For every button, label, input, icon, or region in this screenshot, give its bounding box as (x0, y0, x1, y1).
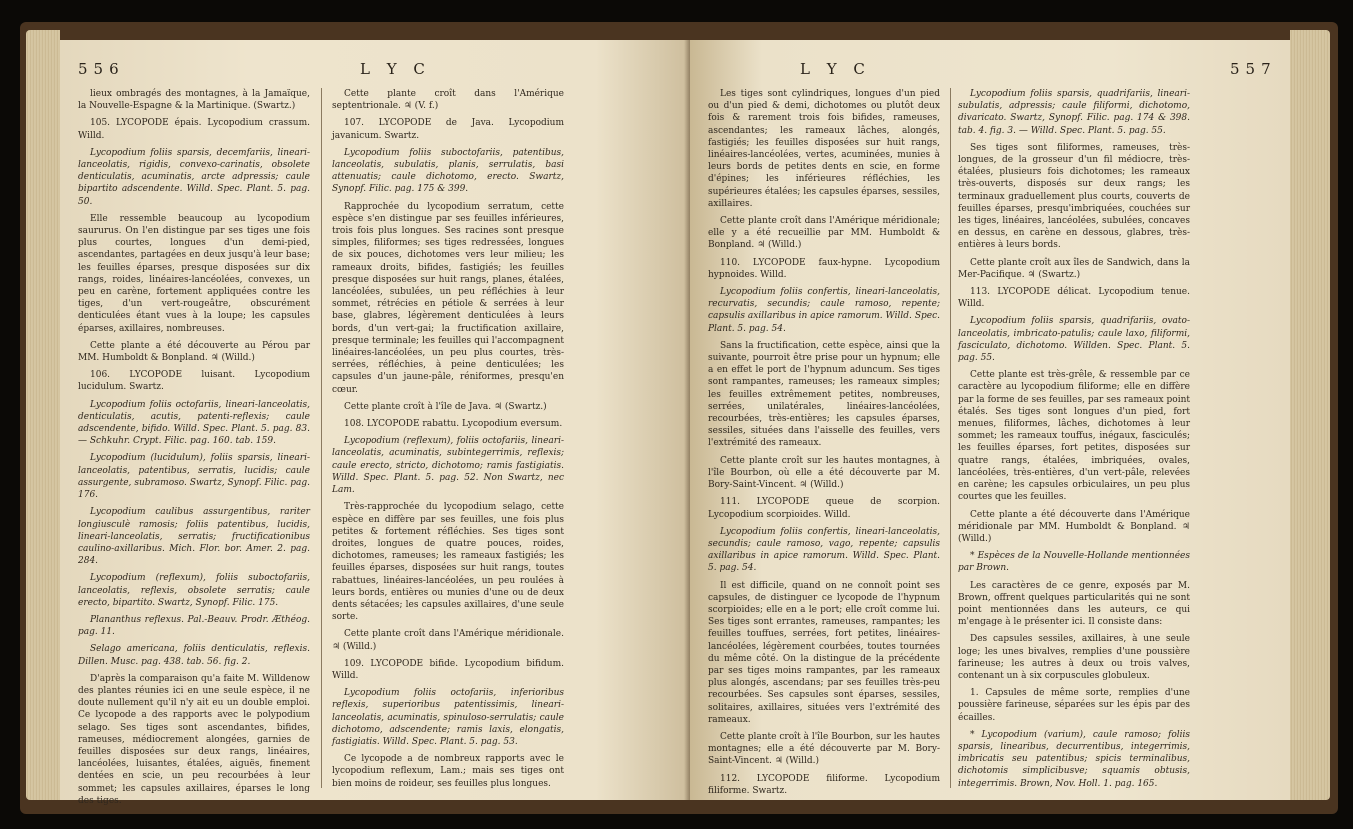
right-column-2 (958, 88, 1190, 795)
left-page (60, 40, 690, 806)
paragraph: D'après la comparaison qu'a faite M. Willdenow des plantes réunies ici en une seule espèce, il ne doute nullement qu'il n'y ait eu un double emploi. Ce lycopode a des rapports avec le polypodium selago. Ses tiges sont ascendantes, bifides, rameuses, médiocrement alongées, garnies de feuilles disposées sur deux rangs, linéaires, lancéolées, luisantes, étalées, aiguës, finement dentées en scie, un peu recourbées à leur sommet; les capsules axillaires, éparses le long des tiges. (78, 673, 310, 806)
left-column-1 (78, 88, 310, 812)
paragraph: Lycopodium (reflexum), foliis suboctofariis, lanceolatis, reflexis, obsolete serratis; caule erecto, bipartito. Swartz, Synopf. Filic. 175. (78, 573, 310, 608)
paragraph: 105. LYCOPODE épais. Lycopodium crassum. Willd. (78, 118, 310, 141)
column-rule (950, 88, 951, 788)
paragraph: Lycopodium foliis octofariis, inferioribus reflexis, superioribus patentissimis, lineari-lanceolatis, acuminatis, spinuloso-serrulatis; caule dichotomo, adscendente; ramis laxis, elongatis, fastigiatis. Willd. Spec. Plant. 5. pag. 53. (332, 688, 564, 747)
paragraph: Ses tiges sont filiformes, rameuses, très-longues, de la grosseur d'un fil médiocre, très-étalées, plusieurs fois dichotomes; les rameaux très-ouverts, disposés sur deux rangs; les terminaux graduellement plus courts, couverts de feuilles éparses, presqu'imbriquées, couchées sur les tiges, linéaires, lancéolées, subulées, concaves en dessus, en carène en dessous, glabres, très-entières à leurs bords. (958, 142, 1190, 251)
column-rule (321, 88, 322, 788)
paragraph: 1. Capsules de même sorte, remplies d'une poussière farineuse, séparées sur les épis par des écailles. (958, 688, 1190, 723)
paragraph: 111. LYCOPODE queue de scorpion. Lycopodium scorpioides. Willd. (708, 497, 940, 520)
paragraph: Cette plante croît à l'île de Java. ♃ (Swartz.) (344, 401, 547, 412)
right-column-1 (708, 88, 940, 802)
right-running-head: L Y C (800, 60, 871, 78)
paragraph: Elle ressemble beaucoup au lycopodium saururus. On l'en distingue par ses tiges une fois plus courtes, longues d'un demi-pied, ascendantes, partagées en deux jusqu'à leur base; les feuilles éparses, presque disposées sur dix rangs, roides, linéaires-lancéolées, convexes, un peu en carène, fortement appliquées contre les tiges, d'un vert-rougeâtre, obscurément denticulées étant vues à la loupe; les capsules éparses, axillaires, nombreuses. (78, 213, 310, 334)
paragraph: * Espèces de la Nouvelle-Hollande mentionnées par Brown. (958, 551, 1190, 574)
paragraph: lieux ombragés des montagnes, à la Jamaïque, la Nouvelle-Espagne & la Martinique. (Swartz.) (78, 89, 310, 112)
right-page (690, 40, 1290, 800)
paragraph: Cette plante a été découverte dans l'Amérique méridionale par MM. Humboldt & Bonpland. ♃ (Willd.) (958, 509, 1190, 544)
right-page-number: 557 (1230, 60, 1277, 78)
paragraph: Les tiges sont cylindriques, longues d'un pied ou d'un pied & demi, dichotomes ou plutôt deux fois & rarement trois fois bifides, rameuses, ascendantes; les rameaux lâches, alongés, fastigiés; les feuilles disposées sur huit rangs, linéaires-lancéolées, vertes, acuminées, munies à leurs bords de petites dents en scie, en forme d'épines; les inférieures réfléchies, les supérieures étalées; les capsules éparses, sessiles, axillaires. (708, 89, 941, 209)
paragraph: Cette plante croît à l'île Bourbon, sur les hautes montagnes; elle a été découverte par M. Bory-Saint-Vincent. ♃ (Willd.) (708, 731, 940, 767)
paragraph: Lycopodium foliis octofariis, lineari-lanceolatis, denticulatis, acutis, patenti-reflexis; caule adscendente, bifido. Willd. Spec. Plant. 5. pag. 83. — Schkuhr. Crypt. Filic. pag. 160. tab. 159. (78, 399, 310, 447)
paragraph: 112. LYCOPODE filiforme. Lycopodium filiforme. Swartz. (708, 773, 940, 796)
paragraph: Les caractères de ce genre, exposés par M. Brown, offrent quelques particularités qui ne sont point mentionnées dans les auteurs, ce qui m'engage à le présenter ici. Il consiste dans: (958, 580, 1190, 628)
paragraph: Il est difficile, quand on ne connoît point ses capsules, de distinguer ce lycopode de l'hypnum scorpioides; elle en a le port; elle croît comme lui. Ses tiges sont errantes, rameuses, rampantes; les feuilles touffues, serrées, fort petites, linéaires-lancéolées, légèrement courbées, toutes tournées du même côté. On la distingue de la précédente par ses tiges moins rampantes, par les rameaux plus alongés, ascendans; par ses feuilles très-peu recourbées. Ses capsules sont éparses, sessiles, solitaires, axillaires, situées vers l'extrémité des rameaux. (708, 580, 940, 725)
paragraph: Cette plante croît dans l'Amérique méridionale. ♃ (Willd.) (332, 629, 564, 652)
paragraph: Des capsules sessiles, axillaires, à une seule loge; les unes bivalves, remplies d'une poussière farineuse; les autres à deux ou trois valves, contenant un à six corpuscules globuleux. (958, 634, 1190, 681)
paragraph: Ce lycopode a de nombreux rapports avec le lycopodium reflexum, Lam.; mais ses tiges ont bien moins de roideur, ses feuilles plus longues. (332, 754, 564, 789)
left-page-number: 556 (78, 60, 125, 78)
paragraph: Rapprochée du lycopodium serratum, cette espèce s'en distingue par ses feuilles inférieures, trois fois plus longues. Ses racines sont presque simples, filiformes; ses tiges redressées, longues de six pouces, dichotomes vers leur milieu; les rameaux droits, bifides, fastigiés; les feuilles presque disposées sur huit rangs, planes, étalées, lancéolées, subulées, un peu réfléchies à leur sommet, rétrécies en pétiole & serrées à leur base, glabres, légèrement denticulées à leurs bords, d'un vert-gai; la fructification axillaire, presque terminale; les feuilles qui l'accompagnent linéaires-lancéolées, un peu plus courtes, très-serrées, réfléchies, à peine denticulées; les capsules d'un jaune-pâle, réniformes, presqu'en cœur. (332, 201, 564, 395)
paragraph: 109. LYCOPODE bifide. Lycopodium bifidum. Willd. (332, 658, 564, 681)
paragraph: Cette plante croît dans l'Amérique septentrionale. ♃ (V. f.) (332, 89, 564, 112)
paragraph: Cette plante croît sur les hautes montagnes, à l'île Bourbon, où elle a été découverte par M. Bory-Saint-Vincent. ♃ (Willd.) (708, 455, 940, 491)
paragraph: Lycopodium foliis suboctofariis, patentibus, lanceolatis, subulatis, planis, serrulatis, basi attenuatis; caule dichotomo, erecto. Swartz, Synopf. Filic. pag. 175 & 399. (332, 147, 564, 195)
paragraph: Lycopodium caulibus assurgentibus, rariter longiusculè ramosis; foliis patentibus, lucidis, lineari-lanceolatis, serratis; fructificationibus caulino-axillaribus. Mich. Flor. bor. Amer. 2. pag. 284. (78, 507, 310, 567)
right-page-edges (1290, 30, 1330, 800)
paragraph: 106. LYCOPODE luisant. Lycopodium lucidulum. Swartz. (78, 370, 310, 393)
paragraph: * Lycopodium (varium), caule ramoso; foliis sparsis, linearibus, decurrentibus, integerrimis, imbricatis seu patentibus; spicis terminalibus, dichotomis simplicibusve; squamis obtusis, integerrimis. Brown, Nov. Holl. 1. pag. 165. (958, 729, 1190, 789)
paragraph: 107. LYCOPODE de Java. Lycopodium javanicum. Swartz. (332, 118, 564, 141)
paragraph: 110. LYCOPODE faux-hypne. Lycopodium hypnoides. Willd. (708, 257, 940, 280)
paragraph: 108. LYCOPODE rabattu. Lycopodium eversum. (344, 419, 563, 430)
left-page-edges (26, 30, 60, 800)
paragraph: Cette plante croît dans l'Amérique méridionale; elle y a été recueillie par MM. Humboldt & Bonpland. ♃ (Willd.) (708, 216, 940, 251)
paragraph: Très-rapprochée du lycopodium selago, cette espèce en diffère par ses feuilles, une fois plus petites & fortement réfléchies. Ses tiges sont droites, longues de quatre pouces, roides, dichotomes, rameuses; les rameaux fastigiés; les feuilles éparses, disposées sur huit rangs, toutes rabattues, linéaires-lancéolées, un peu roulées à leurs bords, entières ou munies d'une ou de deux dents sétacées; les capsules axillaires, d'une seule sorte. (332, 502, 564, 623)
paragraph: Sans la fructification, cette espèce, ainsi que la suivante, pourroit être prise pour un hypnum; elle a en effet le port de l'hypnum aduncum. Ses tiges sont rampantes, rameuses; les rameaux simples; les feuilles extrêmement petites, nombreuses, serrées, unilatérales, linéaires-lancéolées, recourbées, très-entières; les capsules éparses, sessiles, situées dans l'aisselle des feuilles, vers l'extrémité des rameaux. (708, 340, 940, 449)
paragraph: Selago americana, foliis denticulatis, reflexis. Dillen. Musc. pag. 438. tab. 56. fig. 2. (78, 644, 310, 667)
paragraph: Lycopodium (lucidulum), foliis sparsis, lineari-lanceolatis, patentibus, serratis, lucidis; caule assurgente, subramoso. Swartz, Synopf. Filic. pag. 176. (78, 453, 310, 501)
paragraph: Cette plante croît aux îles de Sandwich, dans la Mer-Pacifique. ♃ (Swartz.) (958, 257, 1190, 280)
paragraph: Lycopodium foliis sparsis, quadrifariis, ovato-lanceolatis, imbricato-patulis; caule laxo, filiformi, fasciculato, dichotomo. Willden. Spec. Plant. 5. pag. 55. (958, 316, 1190, 364)
left-running-head: L Y C (360, 60, 431, 78)
paragraph: Lycopodium foliis confertis, lineari-lanceolatis, secundis; caule ramoso, vago, repente; capsulis axillaribus in apice ramorum. Willd. Spec. Plant. 5. pag. 54. (708, 526, 940, 574)
paragraph: 113. LYCOPODE délicat. Lycopodium tenue. Willd. (958, 287, 1190, 310)
paragraph: Lycopodium foliis sparsis, decemfariis, lineari-lanceolatis, rigidis, convexo-carinatis, obsolete denticulatis, acuminatis, arcte adpressis; caule bipartito adscendente. Willd. Spec. Plant. 5. pag. 50. (78, 147, 310, 207)
left-column-2 (332, 88, 564, 795)
paragraph: Cette plante a été découverte au Pérou par MM. Humboldt & Bonpland. ♃ (Willd.) (78, 340, 310, 364)
paragraph: Plananthus reflexus. Pal.-Beauv. Prodr. Æthéog. pag. 11. (78, 614, 310, 638)
paragraph: Lycopodium foliis sparsis, quadrifariis, lineari-subulatis, adpressis; caule filiformi, dichotomo, divaricato. Swartz, Synopf. Filic. pag. 174 & 398. tab. 4. fig. 3. — Willd. Spec. Plant. 5. pag. 55. (958, 89, 1190, 136)
paragraph: Cette plante est très-grêle, & ressemble par ce caractère au lycopodium filiforme; elle en diffère par la forme de ses feuilles, par ses rameaux point étalés. Ses tiges sont longues d'un pied, fort menues, filiformes, lâches, dichotomes à leur sommet; les rameaux touffus, inégaux, fasciculés; les feuilles éparses, fort petites, disposées sur quatre rangs, étalées, imbriquées, ovales, lancéolées, très-entières, d'un vert-pâle, relevées en carène; les capsules orbiculaires, un peu plus courtes que les feuilles. (958, 370, 1190, 503)
paragraph: Lycopodium foliis confertis, lineari-lanceolatis, recurvatis, secundis; caule ramoso, repente; capsulis axillaribus in apice ramorum. Willd. Spec. Plant. 5. pag. 54. (708, 287, 940, 334)
paragraph: Lycopodium (reflexum), foliis octofariis, lineari-lanceolatis, acuminatis, subintegerrimis, reflexis; caule erecto, stricto, dichotomo; ramis fastigiatis. Willd. Spec. Plant. 5. pag. 52. Non Swartz, nec Lam. (332, 436, 564, 496)
